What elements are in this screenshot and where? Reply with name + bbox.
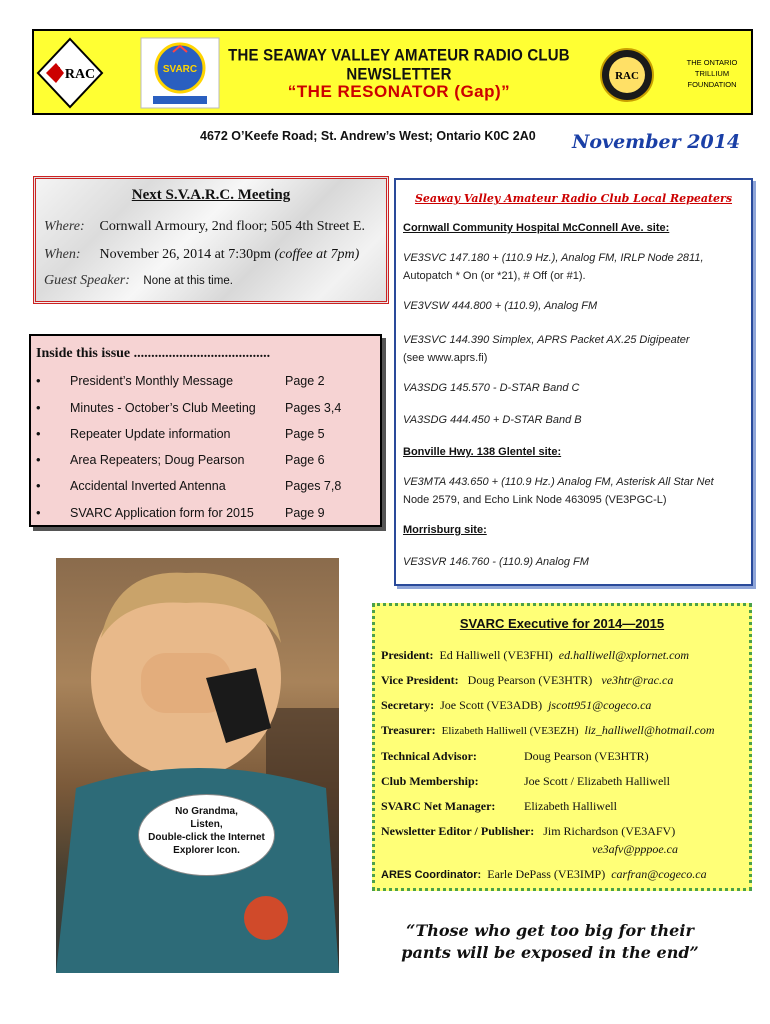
toc-page: Page 6: [285, 453, 325, 467]
rac-logo-text: RAC: [64, 67, 96, 82]
meeting-where-row: [44, 219, 365, 235]
exec-email[interactable]: ve3afv@pppoe.ca: [592, 842, 679, 856]
newsletter-subtitle: “THE RESONATOR (Gap)”: [287, 82, 511, 101]
exec-value: Earle DePass (VE3IMP): [487, 867, 606, 881]
executive-title: SVARC Executive for 2014—2015: [459, 616, 665, 631]
exec-vice-president: [381, 673, 673, 688]
repeater-line: VA3SDG 145.570 - D-STAR Band C: [403, 382, 580, 394]
where-value: Cornwall Armoury, 2nd floor; 505 4th Street E.: [99, 219, 365, 234]
otf-line-1: THE ONTARIO: [686, 58, 738, 67]
when-value: November 26, 2014 at 7:30pm: [99, 247, 271, 262]
speaker-label: Guest Speaker:: [44, 273, 130, 288]
issue-date: November 2014: [572, 131, 741, 153]
repeater-site-heading: Morrisburg site:: [403, 524, 487, 536]
meeting-when-row: [44, 247, 359, 263]
exec-label: President:: [381, 648, 434, 662]
toc-page: Pages 3,4: [285, 401, 342, 415]
repeater-line: VE3SVC 147.180 + (110.9 Hz.), Analog FM, IRLP Node 2811,: [403, 252, 704, 264]
toc-label: Accidental Inverted Antenna: [70, 479, 226, 493]
exec-value: Doug Pearson (VE3HTR): [524, 749, 649, 763]
toc-page: Page 5: [285, 427, 325, 441]
speech-bubble-text: [139, 805, 274, 857]
bullet-icon: •: [36, 373, 41, 388]
repeater-site-heading: Bonville Hwy. 138 Glentel site:: [403, 446, 562, 458]
local-repeaters-box: [394, 178, 753, 586]
bullet-icon: •: [36, 426, 41, 441]
exec-label: Secretary:: [381, 698, 435, 712]
speech-bubble: [138, 794, 275, 876]
child-phone-photo: [56, 558, 339, 973]
repeater-line: Node 2579, and Echo Link Node 463095 (VE3PGC-L): [403, 494, 667, 506]
speaker-value: None at this time.: [143, 275, 233, 287]
bubble-line: Listen,: [190, 819, 223, 830]
otf-logo: [674, 53, 750, 97]
quote-line: “Those who get too big for their: [406, 921, 694, 940]
repeater-line: Autopatch * On (or *21), # Off (or #1).: [403, 270, 586, 282]
repeater-line: VE3SVC 144.390 Simplex, APRS Packet AX.25 Digipeater: [403, 334, 690, 346]
repeater-line: (see www.aprs.fi): [403, 352, 488, 364]
ares-logo-text: RAC: [615, 70, 639, 82]
exec-club-membership: [381, 774, 670, 789]
toc-label: Repeater Update information: [70, 427, 231, 441]
otf-line-2: TRILLIUM: [694, 69, 730, 78]
otf-line-3: FOUNDATION: [687, 80, 737, 89]
toc-page: Pages 7,8: [285, 479, 342, 493]
club-address: 4672 O’Keefe Road; St. Andrew’s West; Ontario K0C 2A0: [200, 129, 536, 143]
inside-this-issue: [29, 334, 382, 527]
bullet-icon: •: [36, 400, 41, 415]
toc-page: Page 9: [285, 506, 325, 520]
bubble-line: Double-click the Internet: [148, 832, 265, 843]
exec-technical-advisor: [381, 749, 649, 764]
meeting-title: Next S.V.A.R.C. Meeting: [131, 187, 291, 203]
when-label: When:: [44, 247, 81, 262]
exec-value: Elizabeth Halliwell: [524, 799, 617, 813]
exec-label: SVARC Net Manager:: [381, 799, 496, 813]
exec-editor-email-row: [592, 842, 678, 857]
rac-logo: [36, 37, 104, 109]
exec-value: Joe Scott / Elizabeth Halliwell: [524, 774, 670, 788]
meeting-speaker-row: [44, 273, 233, 289]
bullet-icon: •: [36, 452, 41, 467]
exec-email[interactable]: ve3htr@rac.ca: [601, 673, 674, 687]
exec-value: Ed Halliwell (VE3FHI): [439, 648, 553, 662]
exec-value: Jim Richardson (VE3AFV): [543, 824, 676, 838]
toc-label: President’s Monthly Message: [70, 374, 234, 388]
repeater-line: VE3MTA 443.650 + (110.9 Hz.) Analog FM, Asterisk All Star Net: [403, 476, 714, 488]
exec-net-manager: [381, 799, 617, 814]
exec-value: Joe Scott (VE3ADB): [440, 698, 543, 712]
svarc-badge-text: SVARC: [162, 64, 198, 75]
ares-logo: [599, 47, 655, 103]
bullet-icon: •: [36, 505, 41, 520]
repeaters-title: Seaway Valley Amateur Radio Club Local Repeaters: [414, 192, 733, 205]
exec-label: Vice President:: [381, 673, 459, 687]
toc-page: Page 2: [285, 374, 325, 388]
next-meeting-box: [33, 176, 389, 304]
bubble-line: No Grandma,: [175, 806, 238, 817]
repeater-site-heading: Cornwall Community Hospital McConnell Ave. site:: [403, 222, 670, 234]
photo-illustration: [56, 558, 339, 973]
toc-label: Area Repeaters; Doug Pearson: [70, 453, 245, 467]
exec-label: Newsletter Editor / Publisher:: [381, 824, 535, 838]
executive-box: [372, 603, 752, 891]
exec-label: ARES Coordinator:: [381, 869, 482, 881]
toc-label: SVARC Application form for 2015: [70, 506, 254, 520]
repeater-line: VA3SDG 444.450 + D-STAR Band B: [403, 414, 582, 426]
exec-email[interactable]: ed.halliwell@xplornet.com: [558, 648, 690, 662]
exec-label: Technical Advisor:: [381, 749, 477, 763]
bubble-line: Explorer Icon.: [173, 845, 240, 856]
closing-quote: [390, 920, 710, 964]
exec-secretary: [381, 698, 651, 713]
where-label: Where:: [44, 219, 85, 234]
exec-ares-coordinator: [381, 867, 707, 882]
bullet-icon: •: [36, 478, 41, 493]
exec-email[interactable]: jscott951@cogeco.ca: [548, 698, 652, 712]
newsletter-title: THE SEAWAY VALLEY AMATEUR RADIO CLUB NEWSLETTER: [228, 46, 570, 84]
exec-email[interactable]: carfran@cogeco.ca: [611, 867, 707, 881]
exec-value: Doug Pearson (VE3HTR): [467, 673, 593, 687]
newsletter-banner: [32, 29, 753, 115]
repeater-line: VE3VSW 444.800 + (110.9), Analog FM: [403, 300, 598, 312]
repeater-line: VE3SVR 146.760 - (110.9) Analog FM: [403, 556, 589, 568]
exec-president: [381, 648, 689, 663]
inside-title: Inside this issue .......................................: [36, 346, 271, 361]
exec-newsletter-editor: [381, 824, 675, 839]
quote-line: pants will be exposed in the end”: [401, 943, 699, 962]
exec-label: Treasurer:: [381, 723, 436, 737]
exec-treasurer: [381, 723, 715, 738]
when-note: (coffee at 7pm): [274, 247, 360, 262]
exec-value: Elizabeth Halliwell (VE3EZH): [441, 725, 579, 737]
toc-label: Minutes - October’s Club Meeting: [70, 401, 256, 415]
exec-email[interactable]: liz_halliwell@hotmail.com: [584, 723, 715, 737]
exec-label: Club Membership:: [381, 774, 479, 788]
